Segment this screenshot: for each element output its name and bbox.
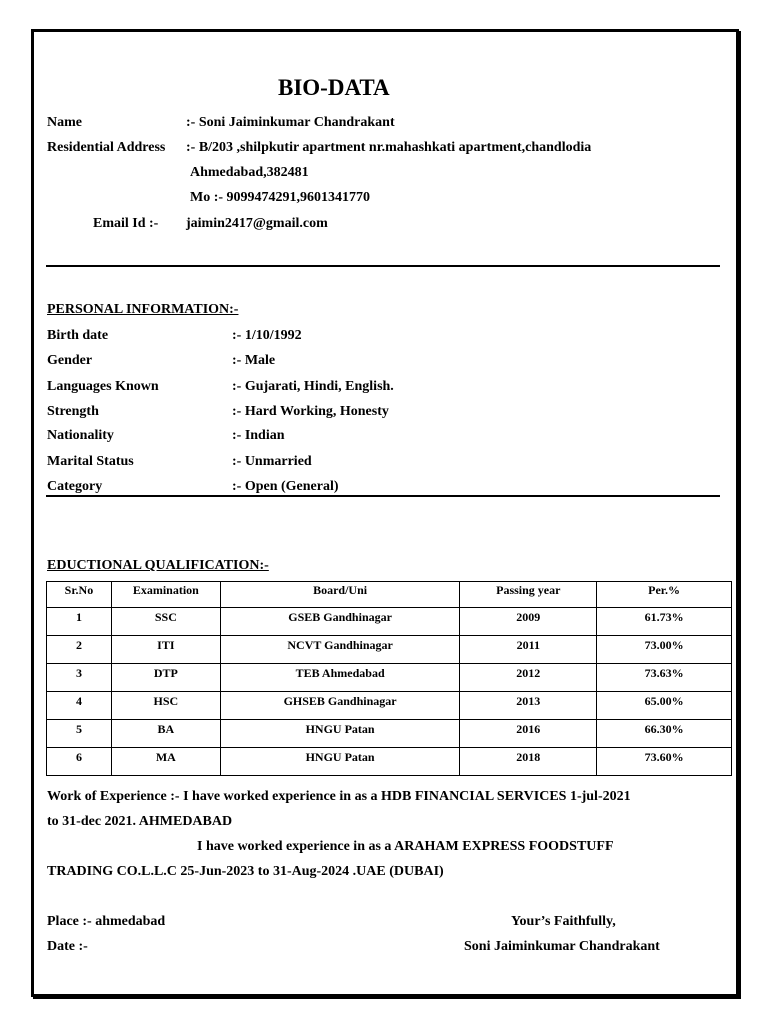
email-label: Email Id :-	[93, 216, 159, 231]
cell-passing-year: 2018	[460, 748, 597, 776]
closing-salutation: Your’s Faithfully,	[511, 914, 616, 929]
cell-sr-no: 6	[47, 748, 112, 776]
experience-line-1: Work of Experience :- I have worked experience in as a HDB FINANCIAL SERVICES 1-jul-2021	[47, 789, 631, 804]
cell-passing-year: 2016	[460, 720, 597, 748]
cell-percentage: 73.63%	[597, 664, 732, 692]
strength-label: Strength	[47, 404, 99, 419]
cell-sr-no: 3	[47, 664, 112, 692]
document-title: BIO-DATA	[278, 75, 390, 100]
languages-label: Languages Known	[47, 379, 159, 394]
cell-passing-year: 2012	[460, 664, 597, 692]
marital-status-value: :- Unmarried	[232, 454, 312, 469]
cell-examination: SSC	[111, 608, 220, 636]
cell-examination: ITI	[111, 636, 220, 664]
cell-board: NCVT Gandhinagar	[220, 636, 460, 664]
place-field: Place :- ahmedabad	[47, 914, 166, 929]
name-value: :- Soni Jaiminkumar Chandrakant	[186, 115, 395, 130]
cell-percentage: 73.00%	[597, 636, 732, 664]
col-header-sr-no: Sr.No	[47, 582, 112, 608]
cell-board: HNGU Patan	[220, 748, 460, 776]
table-row	[47, 664, 732, 692]
cell-passing-year: 2011	[460, 636, 597, 664]
languages-value: :- Gujarati, Hindi, English.	[232, 379, 394, 394]
cell-examination: BA	[111, 720, 220, 748]
table-header-row	[47, 582, 732, 608]
cell-examination: HSC	[111, 692, 220, 720]
cell-examination: MA	[111, 748, 220, 776]
col-header-board: Board/Uni	[220, 582, 460, 608]
cell-board: GHSEB Gandhinagar	[220, 692, 460, 720]
table-row	[47, 692, 732, 720]
cell-examination: DTP	[111, 664, 220, 692]
table-row	[47, 720, 732, 748]
cell-sr-no: 1	[47, 608, 112, 636]
table-row	[47, 608, 732, 636]
cell-sr-no: 2	[47, 636, 112, 664]
signature-name: Soni Jaiminkumar Chandrakant	[464, 939, 660, 954]
gender-label: Gender	[47, 353, 93, 368]
col-header-passing-year: Passing year	[460, 582, 597, 608]
cell-percentage: 66.30%	[597, 720, 732, 748]
strength-value: :- Hard Working, Honesty	[232, 404, 389, 419]
email-value: jaimin2417@gmail.com	[186, 216, 328, 231]
col-header-percentage: Per.%	[597, 582, 732, 608]
name-label: Name	[47, 115, 82, 130]
cell-board: TEB Ahmedabad	[220, 664, 460, 692]
table-row	[47, 636, 732, 664]
cell-passing-year: 2009	[460, 608, 597, 636]
cell-board: HNGU Patan	[220, 720, 460, 748]
address-line-2: Ahmedabad,382481	[190, 165, 309, 180]
birth-date-value: :- 1/10/1992	[232, 328, 302, 343]
category-label: Category	[47, 479, 103, 494]
date-field: Date :-	[47, 939, 88, 954]
marital-status-label: Marital Status	[47, 454, 134, 469]
personal-info-underline	[46, 495, 720, 497]
cell-percentage: 65.00%	[597, 692, 732, 720]
table-row	[47, 748, 732, 776]
nationality-value: :- Indian	[232, 428, 285, 443]
experience-line-4: TRADING CO.L.L.C 25-Jun-2023 to 31-Aug-2024 .UAE (DUBAI)	[47, 864, 444, 879]
section-divider	[46, 265, 720, 267]
cell-sr-no: 4	[47, 692, 112, 720]
personal-info-heading: PERSONAL INFORMATION:-	[47, 302, 239, 317]
gender-value: :- Male	[232, 353, 276, 368]
birth-date-label: Birth date	[47, 328, 109, 343]
experience-line-2: to 31-dec 2021. AHMEDABAD	[47, 814, 233, 829]
cell-percentage: 61.73%	[597, 608, 732, 636]
cell-sr-no: 5	[47, 720, 112, 748]
col-header-examination: Examination	[111, 582, 220, 608]
mobile-number: Mo :- 9099474291,9601341770	[190, 190, 371, 205]
cell-percentage: 73.60%	[597, 748, 732, 776]
address-label: Residential Address	[47, 140, 166, 155]
cell-passing-year: 2013	[460, 692, 597, 720]
cell-board: GSEB Gandhinagar	[220, 608, 460, 636]
nationality-label: Nationality	[47, 428, 114, 443]
category-value: :- Open (General)	[232, 479, 339, 494]
education-heading: EDUCTIONAL QUALIFICATION:-	[47, 558, 269, 573]
experience-line-3: I have worked experience in as a ARAHAM EXPRESS FOODSTUFF	[197, 839, 614, 854]
address-line-1: :- B/203 ,shilpkutir apartment nr.mahashkati apartment,chandlodia	[186, 140, 592, 155]
education-table	[46, 581, 732, 776]
